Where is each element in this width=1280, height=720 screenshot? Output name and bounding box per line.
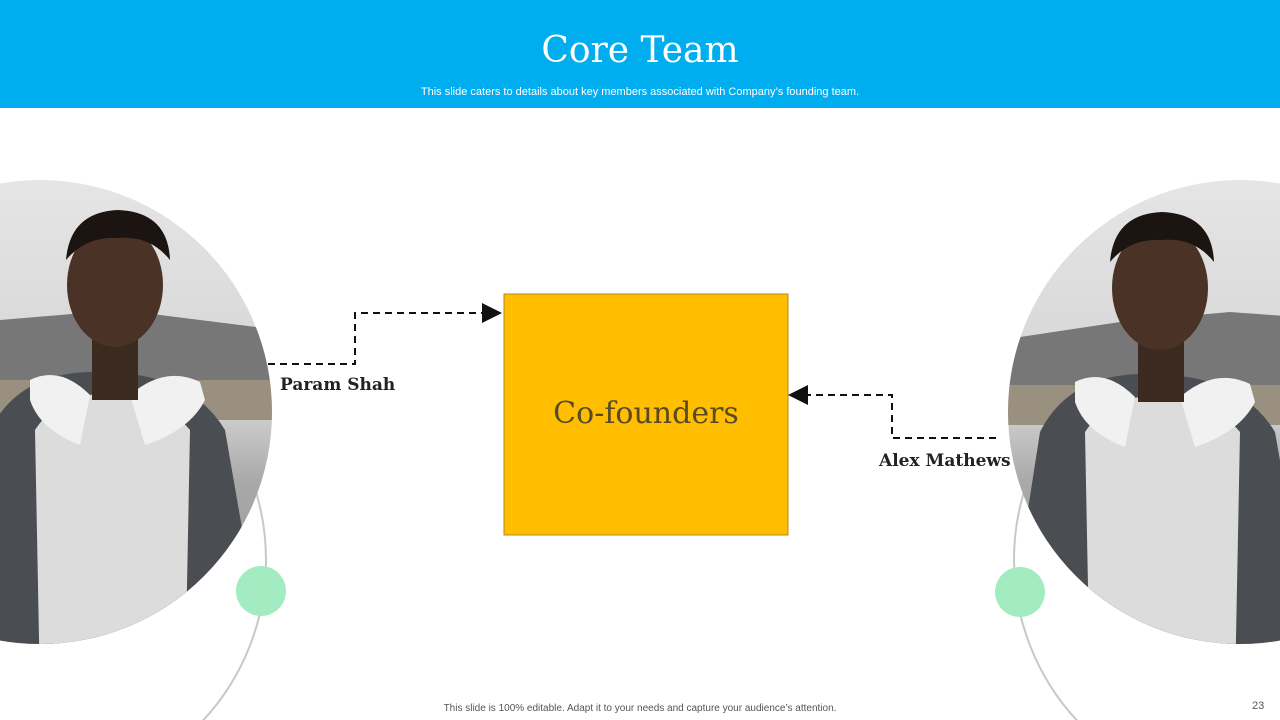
member-photo-left: [0, 170, 280, 690]
accent-circle-left: [236, 566, 286, 616]
arrow-param-to-box: [268, 313, 498, 364]
member-name-param: Param Shah: [280, 375, 396, 395]
footer-note: This slide is 100% editable. Adapt it to your needs and capture your audience’s attention.: [443, 703, 837, 714]
slide-subtitle: This slide caters to details about key members associated with Company’s founding team.: [420, 86, 860, 98]
cofounders-label: Co-founders: [553, 396, 739, 431]
slide-title: Core Team: [541, 30, 739, 71]
accent-circle-right: [995, 567, 1045, 617]
arrow-alex-to-box: [792, 395, 996, 438]
member-photo-right: [1000, 170, 1280, 690]
member-name-alex: Alex Mathews: [879, 451, 1011, 471]
page-number: 23: [1252, 700, 1265, 712]
